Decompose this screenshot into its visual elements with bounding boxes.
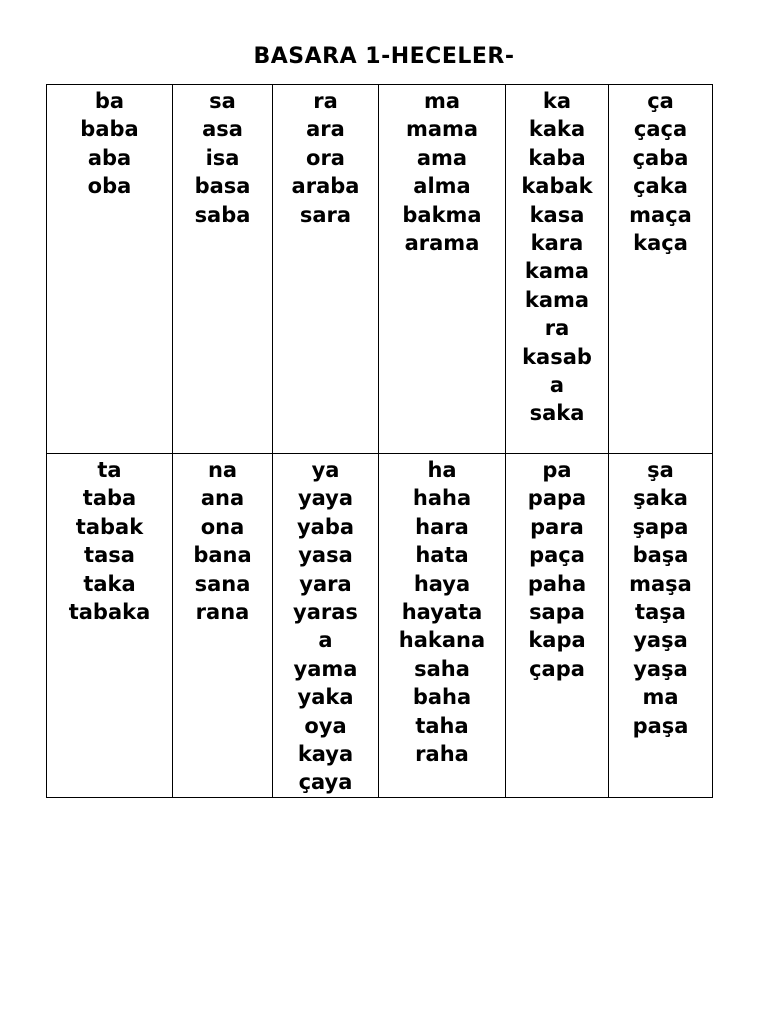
syllable-word: pa bbox=[542, 458, 572, 482]
syllable-word: ma bbox=[642, 685, 679, 710]
syllable-word: tabak bbox=[75, 514, 144, 539]
syllable-word: saha bbox=[414, 656, 470, 681]
syllable-word: yaka bbox=[297, 685, 354, 710]
syllable-word: yara bbox=[299, 571, 352, 596]
syllable-word: ona bbox=[200, 514, 245, 539]
syllable-word: tabaka bbox=[68, 600, 151, 625]
syllable-word: yaba bbox=[296, 514, 355, 539]
syllable-word: a bbox=[549, 373, 565, 398]
syllable-word: oba bbox=[87, 174, 132, 199]
syllable-word: ama bbox=[416, 145, 468, 170]
syllable-word: sa bbox=[209, 89, 236, 113]
syllable-word: para bbox=[530, 514, 584, 539]
syllable-word: yaşa bbox=[633, 656, 688, 681]
syllable-word: kaba bbox=[528, 145, 586, 170]
syllable-word: şa bbox=[647, 458, 674, 482]
syllable-word: yama bbox=[293, 656, 358, 681]
syllable-word: bana bbox=[193, 543, 252, 568]
syllable-cell bbox=[273, 454, 379, 798]
syllable-word: mama bbox=[405, 117, 479, 142]
syllable-word: sana bbox=[194, 571, 251, 596]
syllable-word: alma bbox=[413, 174, 471, 199]
syllable-word: şaka bbox=[633, 486, 688, 511]
syllable-word: ha bbox=[427, 458, 457, 482]
syllable-word: kara bbox=[530, 231, 584, 256]
syllable-word: na bbox=[207, 458, 238, 482]
syllable-cell bbox=[47, 454, 173, 798]
syllable-word: hakana bbox=[398, 628, 486, 653]
syllable-word: hara bbox=[415, 514, 469, 539]
syllable-word: sapa bbox=[529, 600, 585, 625]
syllable-word: saka bbox=[529, 401, 585, 426]
syllable-word: başa bbox=[632, 543, 689, 568]
page-title: BASARA 1-HECELER- bbox=[253, 44, 515, 69]
syllable-word: ara bbox=[306, 117, 345, 142]
syllable-word: ora bbox=[306, 145, 345, 170]
syllable-word: taha bbox=[415, 713, 469, 738]
syllable-cell bbox=[379, 454, 506, 798]
syllable-cell bbox=[173, 454, 273, 798]
syllable-word: taka bbox=[83, 571, 136, 596]
syllable-word: oya bbox=[304, 713, 347, 738]
syllable-word: sara bbox=[299, 202, 352, 227]
syllable-word: kaka bbox=[528, 117, 586, 142]
syllable-word: hata bbox=[415, 543, 469, 568]
syllable-word: çaça bbox=[633, 117, 688, 142]
syllable-cell bbox=[609, 454, 713, 798]
syllable-word: çaba bbox=[632, 145, 689, 170]
syllable-word: paha bbox=[527, 571, 587, 596]
syllable-word: tasa bbox=[84, 543, 135, 568]
syllable-word: ra bbox=[544, 316, 570, 341]
table-row bbox=[47, 85, 713, 454]
syllable-word: kasa bbox=[529, 202, 585, 227]
syllable-word: ta bbox=[97, 458, 122, 482]
table-row bbox=[47, 454, 713, 798]
syllable-word: kasab bbox=[522, 344, 592, 369]
syllable-word: kaya bbox=[297, 742, 354, 767]
syllable-cell bbox=[273, 85, 379, 454]
syllable-cell bbox=[173, 85, 273, 454]
syllable-word: taşa bbox=[635, 600, 686, 625]
syllable-word: raha bbox=[415, 742, 469, 767]
syllable-table bbox=[46, 84, 713, 798]
syllable-cell bbox=[609, 85, 713, 454]
syllable-word: hayata bbox=[401, 600, 483, 625]
syllable-word: kapa bbox=[528, 628, 586, 653]
syllable-word: baha bbox=[412, 685, 472, 710]
syllable-word: haya bbox=[413, 571, 471, 596]
syllable-word: maça bbox=[629, 202, 692, 227]
syllable-word: yaya bbox=[297, 486, 354, 511]
syllable-word: ma bbox=[423, 89, 461, 113]
syllable-word: ya bbox=[311, 458, 340, 482]
syllable-word: çaka bbox=[633, 174, 688, 199]
syllable-word: ana bbox=[200, 486, 245, 511]
syllable-word: baba bbox=[80, 117, 139, 142]
syllable-word: çaya bbox=[298, 770, 353, 795]
syllable-word: paşa bbox=[632, 713, 689, 738]
syllable-word: isa bbox=[205, 145, 240, 170]
syllable-word: saba bbox=[194, 202, 251, 227]
syllable-cell bbox=[506, 454, 609, 798]
syllable-word: haha bbox=[412, 486, 472, 511]
syllable-word: araba bbox=[291, 174, 360, 199]
syllable-word: kaça bbox=[633, 231, 688, 256]
syllable-word: taba bbox=[82, 486, 137, 511]
syllable-cell bbox=[47, 85, 173, 454]
syllable-word: kabak bbox=[521, 174, 593, 199]
syllable-word: yaras bbox=[293, 600, 358, 625]
syllable-word: çapa bbox=[529, 656, 585, 681]
syllable-table-body bbox=[47, 85, 713, 798]
syllable-word: maşa bbox=[629, 571, 692, 596]
syllable-word: arama bbox=[404, 231, 480, 256]
syllable-cell bbox=[379, 85, 506, 454]
syllable-word: ra bbox=[313, 89, 338, 113]
syllable-word: paça bbox=[529, 543, 585, 568]
syllable-word: rana bbox=[195, 600, 250, 625]
syllable-word: aba bbox=[87, 145, 132, 170]
syllable-word: papa bbox=[527, 486, 587, 511]
syllable-word: ça bbox=[647, 89, 674, 113]
syllable-word: bakma bbox=[402, 202, 482, 227]
syllable-word: ba bbox=[94, 89, 125, 113]
syllable-word: basa bbox=[194, 174, 251, 199]
syllable-word: yasa bbox=[298, 543, 353, 568]
syllable-cell bbox=[506, 85, 609, 454]
syllable-word: şapa bbox=[632, 514, 689, 539]
syllable-word: a bbox=[318, 628, 333, 653]
syllable-word: ka bbox=[542, 89, 572, 113]
syllable-word: asa bbox=[202, 117, 243, 142]
syllable-word: yaşa bbox=[633, 628, 688, 653]
syllable-word: kama bbox=[524, 259, 590, 284]
syllable-word: kama bbox=[524, 287, 590, 312]
